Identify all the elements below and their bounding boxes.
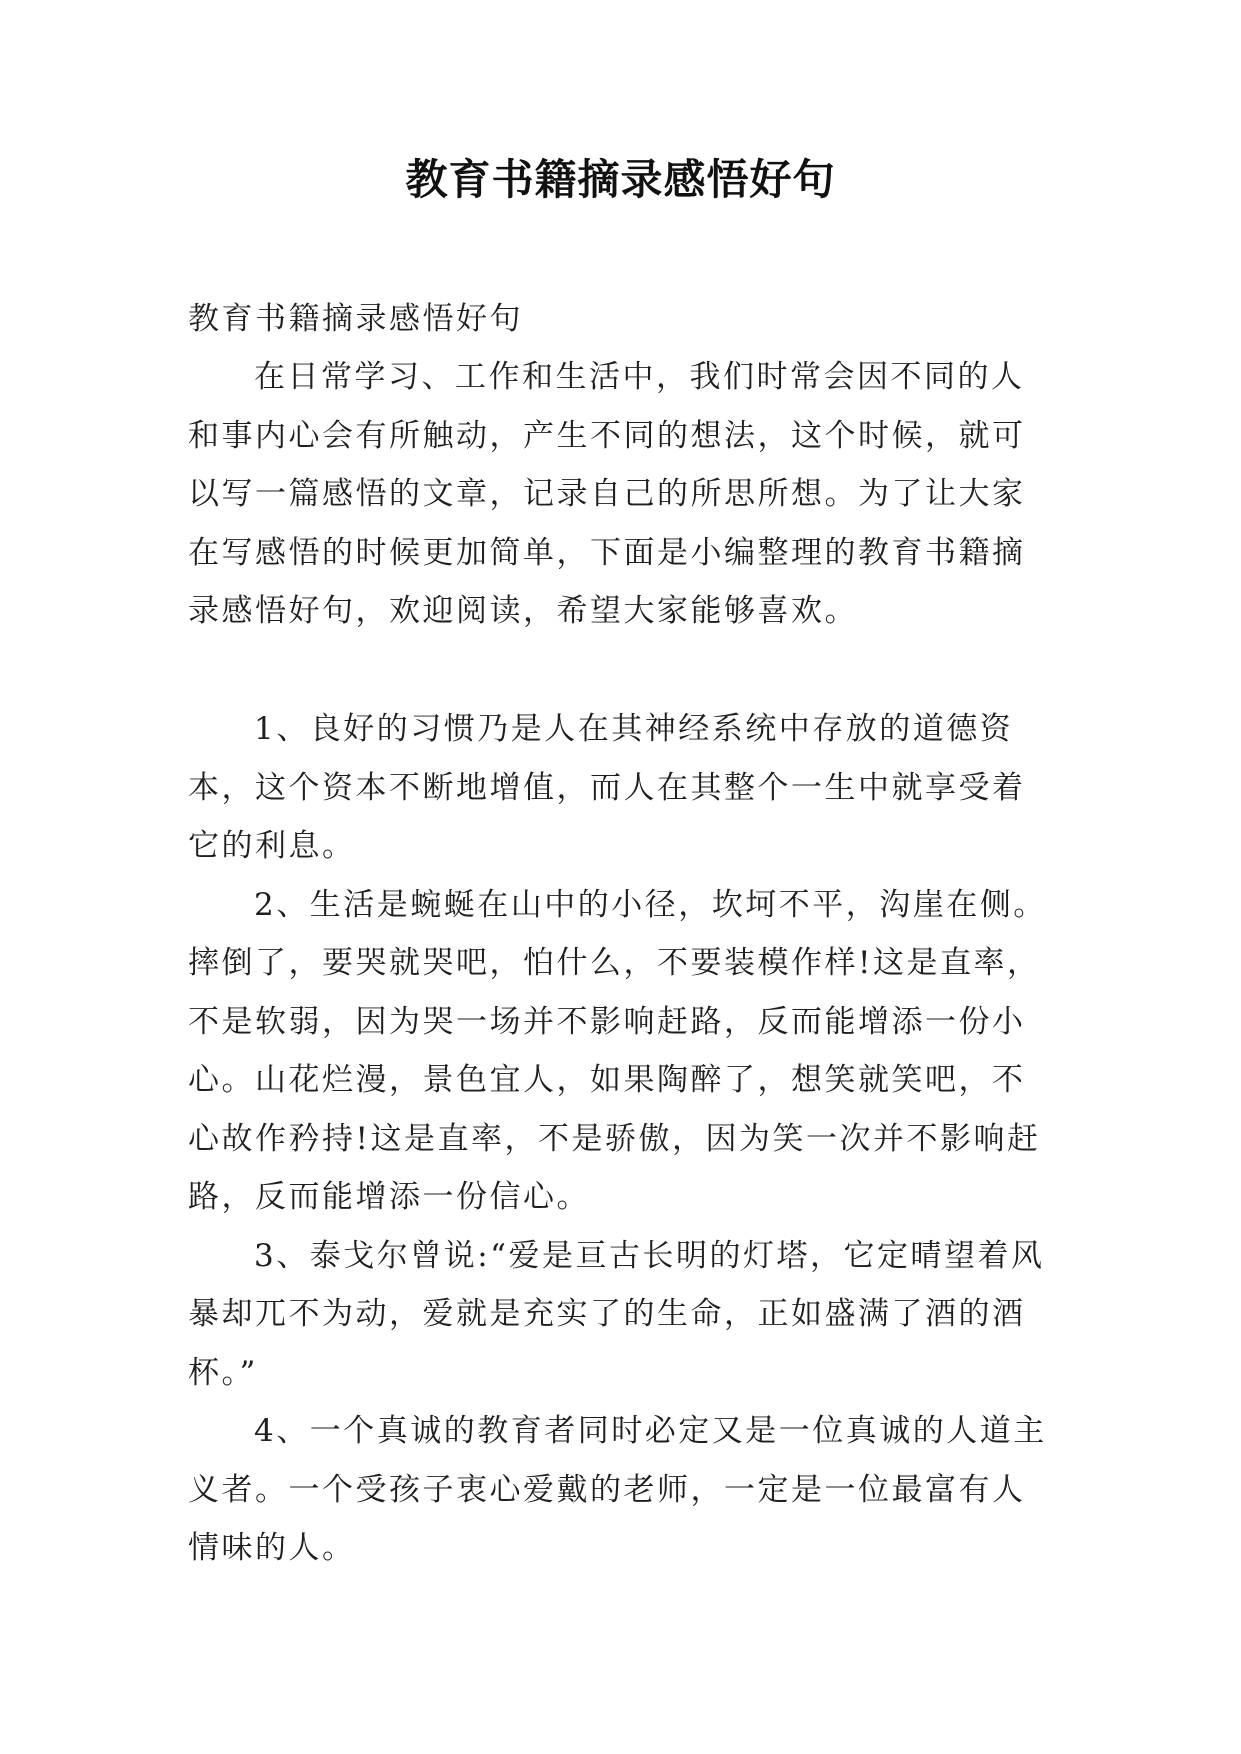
intro-paragraph: 在日常学习、工作和生活中，我们时常会因不同的人和事内心会有所触动，产生不同的想法，这个时候，就可以写一篇感悟的文章，记录自己的所思所想。为了让大家在写感悟的时候更加简单，下面是小编整理的教育书籍摘录感悟好句，欢迎阅读，希望大家能够喜欢。 bbox=[188, 359, 1026, 629]
quote-item-1: 1、良好的习惯乃是人在其神经系统中存放的道德资本，这个资本不断地增值，而人在其整个一生中就享受着它的利息。 bbox=[188, 711, 1026, 864]
quote-item-4: 4、一个真诚的教育者同时必定又是一位真诚的人道主义者。一个受孩子衷心爱戴的老师，一定是一位最富有人情味的人。 bbox=[188, 1413, 1047, 1566]
document-subtitle: 教育书籍摘录感悟好句 bbox=[188, 301, 523, 337]
quote-item-2: 2、生活是蜿蜒在山中的小径，坎坷不平，沟崖在侧。摔倒了，要哭就哭吧，怕什么，不要装模作样!这是直率，不是软弱，因为哭一场并不影响赶路，反而能增添一份小心。山花烂漫，景色宜人，如果陶醉了，想笑就笑吧，不心故作矜持!这是直率，不是骄傲，因为笑一次并不影响赶路，反而能增添一份信心。 bbox=[188, 886, 1047, 1215]
document-title: 教育书籍摘录感悟好句 bbox=[405, 155, 836, 204]
quote-list bbox=[188, 700, 1056, 1578]
quote-item-3: 3、泰戈尔曾说:“爱是亘古长明的灯塔，它定晴望着风暴却兀不为动，爱就是充实了的生命，正如盛满了酒的酒杯。” bbox=[188, 1237, 1045, 1391]
